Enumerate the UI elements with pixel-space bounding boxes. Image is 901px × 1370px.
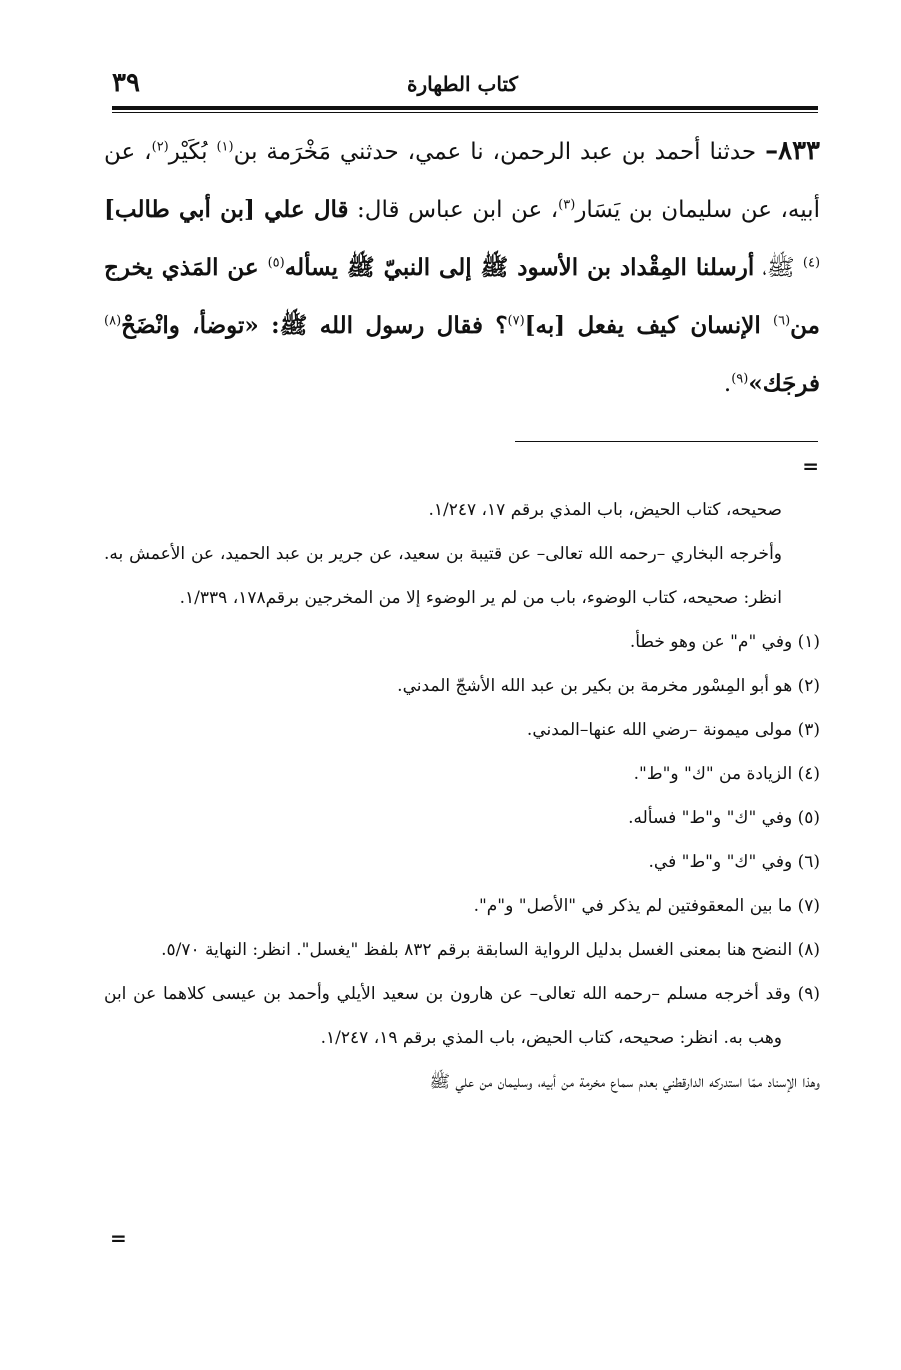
- hadith-number: ٨٣٣–: [765, 136, 821, 166]
- bold-segment: عن المَذي يخرج من: [104, 254, 820, 339]
- header-rule-thick: [112, 106, 818, 110]
- footnote-ref-9: (٩): [731, 371, 749, 387]
- footnote-6: (٦) وفي "ك" و"ط" في.: [648, 852, 820, 872]
- bold-segment: قال علي [بن أبي طالب]: [104, 196, 349, 223]
- footnote-ref-2: (٢): [151, 139, 169, 155]
- footnote-trailing-line: وهذا الإسناد ممّا استدركه الدارقطني بعدم سماع مخرمة من أبيه، وسليمان من علي ﷺ: [429, 1072, 820, 1092]
- footnote-continued-paragraph: وأخرجه البخاري –رحمه الله تعالى– عن قتيبة بن سعيد، عن جرير بن عبد الحميد، عن الأعمش به. انظر: صحيحه، كتاب الوضوء، باب من لم ير الوضوء إلا من المخرجين برقم١٧٨، ١/٣٣٩.: [104, 544, 782, 608]
- bold-segment: فرجَك»: [748, 370, 820, 397]
- footnote-2: (٢) هو أبو المِسْور مخرمة بن بكير بن عبد الله الأشجّ المدني.: [397, 676, 820, 696]
- footnote-1: (١) وفي "م" عن وهو خطأ.: [629, 632, 820, 652]
- footnote-ref-8: (٨): [104, 313, 122, 329]
- bold-segment: الإنسان كيف يفعل [به]: [524, 312, 774, 339]
- chapter-title: كتاب الطهارة: [407, 72, 518, 96]
- footnote-ref-5: (٥): [267, 255, 285, 271]
- continuation-mark-bottom: =: [110, 1226, 127, 1250]
- text-segment: .: [723, 371, 732, 397]
- text-segment: ، عن أبيه، عن سليمان بن يَسَار: [104, 139, 820, 223]
- text-segment: ، عن ابن عباس قال:: [348, 197, 559, 223]
- footnote-8: (٨) النضح هنا بمعنى الغسل بدليل الرواية السابقة برقم ٨٣٢ بلفظ "يغسل". انظر: النهاية ٥/٧٠.: [161, 940, 820, 960]
- footnotes-section: [104, 488, 820, 1104]
- text-segment: بُكَيْر: [168, 139, 217, 165]
- footnote-ref-6: (٦): [773, 313, 791, 329]
- footnote-9: (٩) وقد أخرجه مسلم –رحمه الله تعالى– عن هارون بن سعيد الأيلي وأحمد بن عيسى كلاهما عن ابن وهب به. انظر: صحيحه، كتاب الحيض، باب المذي برقم ١٩، ١/٢٤٧.: [104, 984, 820, 1048]
- hadith-text: [104, 122, 820, 413]
- footnote-separator: [515, 441, 818, 442]
- footnote-ref-7: (٧): [507, 313, 525, 329]
- text-segment: ﷺ،: [754, 255, 803, 281]
- footnote-5: (٥) وفي "ك" و"ط" فسأله.: [628, 808, 820, 828]
- header-rule-thin: [112, 112, 818, 113]
- footnote-continued-line: صحيحه، كتاب الحيض، باب المذي برقم ١٧، ١/٢٤٧.: [428, 500, 782, 520]
- footnote-7: (٧) ما بين المعقوفتين لم يذكر في "الأصل" و"م".: [473, 896, 820, 916]
- continuation-mark-top: =: [802, 454, 819, 478]
- footnote-ref-4: (٤): [802, 255, 821, 271]
- footnote-4: (٤) الزيادة من "ك" و"ط".: [633, 764, 820, 784]
- bold-segment: ؟ فقال رسول الله ﷺ: «توضأ، وانْضَحْ: [121, 312, 508, 339]
- page-header: [112, 68, 818, 102]
- text-segment: حدثنا أحمد بن عبد الرحمن، نا عمي، حدثني مَخْرَمة بن: [233, 139, 766, 165]
- footnote-ref-3: (٣): [558, 197, 576, 213]
- footnote-3: (٣) مولى ميمونة –رضي الله عنها–المدني.: [526, 720, 820, 740]
- footnote-ref-1: (١): [216, 139, 234, 155]
- page-number: ٣٩: [112, 68, 140, 98]
- bold-segment: أرسلنا المِقْداد بن الأسود ﷺ إلى النبيّ ﷺ يسأله: [284, 254, 755, 281]
